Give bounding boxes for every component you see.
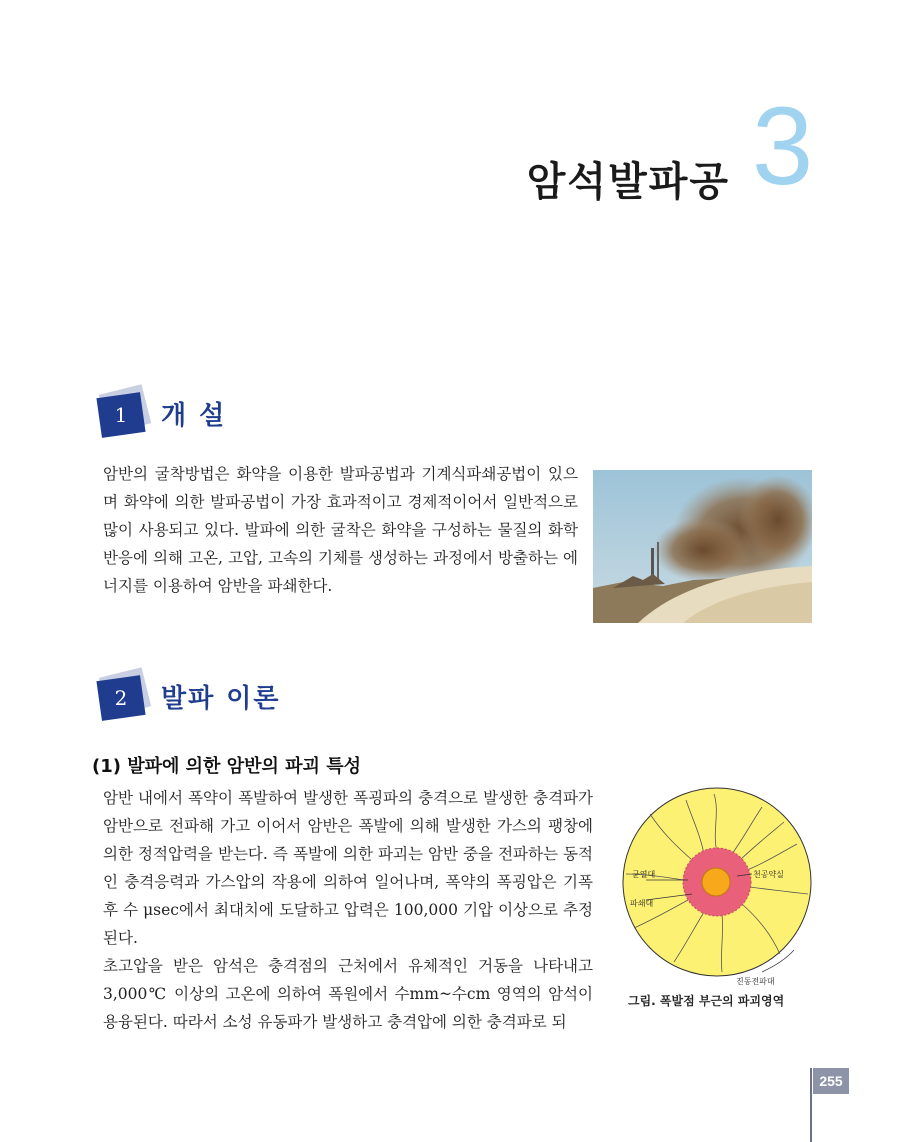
fracture-zone-diagram [612, 782, 822, 992]
section-number: 2 [114, 686, 128, 710]
intro-paragraph: 암반의 굴착방법은 화약을 이용한 발파공법과 기계식파쇄공법이 있으며 화약에 의한 발파공법이 가장 효과적이고 경제적이어서 일반적으로 많이 사용되고 있다. 발파에 의한 굴착은 화약을 구성하는 물질의 화학반응에 의해 고온, 고압, 고속의 기체를 생성하는 과정에서 방출하는 에너지를 이용하여 암반을 파쇄한다. [103, 465, 578, 595]
cavity-core [702, 868, 730, 896]
section-heading-blasting-theory [93, 668, 493, 728]
theory-paragraph-1: 암반 내에서 폭약이 폭발하여 발생한 폭굉파의 충격으로 발생한 충격파가 암반으로 전파해 가고 이어서 암반은 폭발에 의해 발생한 가스의 팽창에 의한 정적압력을 받는다. 즉 폭발에 의한 파괴는 암반 중을 전파하는 동적인 충격응력과 가스압의 작용에 의하여 일어나며, 폭약의 폭굉압은 기폭 후 수 μsec에서 최대치에 도달하고 압력은 100,000 기압 이상으로 추정된다. [103, 789, 593, 947]
subsection-title: (1) 발파에 의한 암반의 파괴 특성 [92, 756, 361, 777]
section-badge [93, 668, 153, 724]
chapter-title: 암석발파공 [526, 159, 730, 205]
page-number: 255 [813, 1068, 849, 1094]
section-number: 1 [114, 403, 128, 427]
chapter-number: 3 [752, 85, 814, 208]
section-label: 발파 이론 [161, 684, 281, 714]
label-crack-zone: 균열대 [632, 870, 656, 879]
section-badge [93, 385, 153, 441]
section-label: 개 설 [161, 401, 227, 431]
section-heading-overview [93, 385, 493, 445]
label-crush-zone: 파쇄대 [630, 899, 654, 908]
label-vibration-zone: 진동전파대 [736, 977, 775, 986]
blasting-photo [593, 470, 812, 623]
page-edge-line [810, 1068, 812, 1142]
label-cavity: 천공약실 [753, 870, 784, 879]
figure-caption: 그림. 폭발점 부근의 파괴영역 [628, 994, 785, 1008]
theory-paragraph-2: 초고압을 받은 암석은 충격점의 근처에서 유체적인 거동을 나타내고 3,000℃ 이상의 고온에 의하여 폭원에서 수mm~수cm 영역의 암석이 용융된다. 따라서 소성 유동파가 발생하고 충격압에 의한 충격파로 되 [103, 957, 593, 1031]
